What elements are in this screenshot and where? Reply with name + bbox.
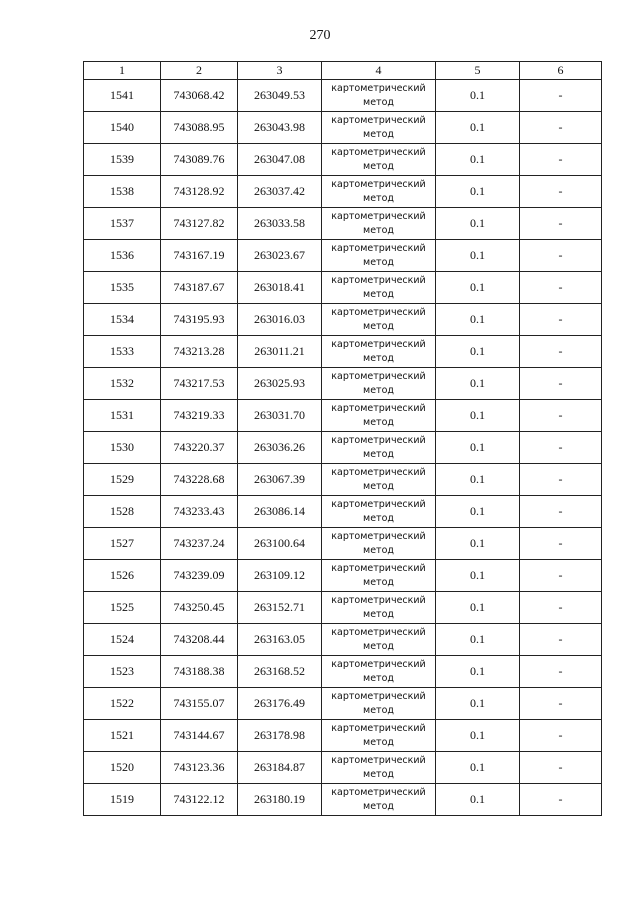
method-cell [322, 272, 436, 304]
accuracy-cell: 0.1 [436, 720, 520, 752]
point-id-cell: 1521 [84, 720, 161, 752]
table-row [84, 304, 602, 336]
method-line-2: метод [363, 672, 394, 684]
y-coordinate-cell: 263168.52 [238, 656, 322, 688]
accuracy-cell: 0.1 [436, 592, 520, 624]
note-cell: - [520, 752, 602, 784]
point-id-cell: 1541 [84, 80, 161, 112]
method-line-1: картометрический [331, 786, 426, 798]
accuracy-cell: 0.1 [436, 272, 520, 304]
note-cell: - [520, 176, 602, 208]
x-coordinate-cell: 743188.38 [161, 656, 238, 688]
note-cell: - [520, 496, 602, 528]
note-cell: - [520, 592, 602, 624]
note-cell: - [520, 336, 602, 368]
accuracy-cell: 0.1 [436, 336, 520, 368]
method-line-1: картометрический [331, 498, 426, 510]
method-cell [322, 592, 436, 624]
x-coordinate-cell: 743187.67 [161, 272, 238, 304]
method-cell [322, 784, 436, 816]
method-line-1: картометрический [331, 754, 426, 766]
point-id-cell: 1532 [84, 368, 161, 400]
note-cell: - [520, 304, 602, 336]
point-id-cell: 1540 [84, 112, 161, 144]
method-line-2: метод [363, 768, 394, 780]
method-line-1: картометрический [331, 146, 426, 158]
accuracy-cell: 0.1 [436, 560, 520, 592]
method-cell [322, 208, 436, 240]
y-coordinate-cell: 263023.67 [238, 240, 322, 272]
table-row [84, 272, 602, 304]
accuracy-cell: 0.1 [436, 432, 520, 464]
accuracy-cell: 0.1 [436, 656, 520, 688]
accuracy-cell: 0.1 [436, 688, 520, 720]
method-line-1: картометрический [331, 178, 426, 190]
table-row [84, 464, 602, 496]
y-coordinate-cell: 263025.93 [238, 368, 322, 400]
x-coordinate-cell: 743123.36 [161, 752, 238, 784]
note-cell: - [520, 528, 602, 560]
col-header-3: 3 [238, 62, 322, 80]
table-row [84, 560, 602, 592]
point-id-cell: 1533 [84, 336, 161, 368]
table-row [84, 752, 602, 784]
method-line-2: метод [363, 288, 394, 300]
method-cell [322, 176, 436, 208]
note-cell: - [520, 464, 602, 496]
method-cell [322, 336, 436, 368]
method-line-1: картометрический [331, 466, 426, 478]
table-row [84, 496, 602, 528]
x-coordinate-cell: 743239.09 [161, 560, 238, 592]
method-cell [322, 688, 436, 720]
note-cell: - [520, 720, 602, 752]
y-coordinate-cell: 263152.71 [238, 592, 322, 624]
x-coordinate-cell: 743237.24 [161, 528, 238, 560]
x-coordinate-cell: 743089.76 [161, 144, 238, 176]
table-row [84, 624, 602, 656]
table-row [84, 336, 602, 368]
col-header-5: 5 [436, 62, 520, 80]
accuracy-cell: 0.1 [436, 208, 520, 240]
method-line-1: картометрический [331, 306, 426, 318]
col-header-2: 2 [161, 62, 238, 80]
method-line-2: метод [363, 608, 394, 620]
y-coordinate-cell: 263031.70 [238, 400, 322, 432]
note-cell: - [520, 432, 602, 464]
x-coordinate-cell: 743213.28 [161, 336, 238, 368]
y-coordinate-cell: 263043.98 [238, 112, 322, 144]
table-row [84, 432, 602, 464]
method-line-1: картометрический [331, 530, 426, 542]
y-coordinate-cell: 263011.21 [238, 336, 322, 368]
method-line-1: картометрический [331, 626, 426, 638]
point-id-cell: 1526 [84, 560, 161, 592]
x-coordinate-cell: 743122.12 [161, 784, 238, 816]
method-cell [322, 560, 436, 592]
method-cell [322, 720, 436, 752]
table-row [84, 240, 602, 272]
method-line-1: картометрический [331, 402, 426, 414]
point-id-cell: 1535 [84, 272, 161, 304]
note-cell: - [520, 80, 602, 112]
y-coordinate-cell: 263018.41 [238, 272, 322, 304]
note-cell: - [520, 208, 602, 240]
x-coordinate-cell: 743228.68 [161, 464, 238, 496]
note-cell: - [520, 368, 602, 400]
accuracy-cell: 0.1 [436, 784, 520, 816]
table-row [84, 688, 602, 720]
y-coordinate-cell: 263067.39 [238, 464, 322, 496]
table-row [84, 112, 602, 144]
method-cell [322, 304, 436, 336]
note-cell: - [520, 624, 602, 656]
method-line-2: метод [363, 224, 394, 236]
point-id-cell: 1537 [84, 208, 161, 240]
accuracy-cell: 0.1 [436, 304, 520, 336]
x-coordinate-cell: 743167.19 [161, 240, 238, 272]
point-id-cell: 1520 [84, 752, 161, 784]
table-row [84, 208, 602, 240]
method-line-2: метод [363, 480, 394, 492]
table-row [84, 784, 602, 816]
point-id-cell: 1534 [84, 304, 161, 336]
x-coordinate-cell: 743128.92 [161, 176, 238, 208]
method-line-1: картометрический [331, 690, 426, 702]
x-coordinate-cell: 743155.07 [161, 688, 238, 720]
x-coordinate-cell: 743127.82 [161, 208, 238, 240]
y-coordinate-cell: 263086.14 [238, 496, 322, 528]
note-cell: - [520, 656, 602, 688]
method-line-1: картометрический [331, 338, 426, 350]
note-cell: - [520, 272, 602, 304]
method-line-1: картометрический [331, 114, 426, 126]
method-line-1: картометрический [331, 434, 426, 446]
accuracy-cell: 0.1 [436, 112, 520, 144]
method-line-2: метод [363, 736, 394, 748]
x-coordinate-cell: 743208.44 [161, 624, 238, 656]
method-cell [322, 624, 436, 656]
accuracy-cell: 0.1 [436, 240, 520, 272]
y-coordinate-cell: 263016.03 [238, 304, 322, 336]
x-coordinate-cell: 743233.43 [161, 496, 238, 528]
point-id-cell: 1539 [84, 144, 161, 176]
method-line-1: картометрический [331, 274, 426, 286]
x-coordinate-cell: 743220.37 [161, 432, 238, 464]
x-coordinate-cell: 743219.33 [161, 400, 238, 432]
y-coordinate-cell: 263176.49 [238, 688, 322, 720]
y-coordinate-cell: 263109.12 [238, 560, 322, 592]
x-coordinate-cell: 743250.45 [161, 592, 238, 624]
method-cell [322, 496, 436, 528]
method-cell [322, 656, 436, 688]
x-coordinate-cell: 743144.67 [161, 720, 238, 752]
method-line-2: метод [363, 800, 394, 812]
y-coordinate-cell: 263100.64 [238, 528, 322, 560]
accuracy-cell: 0.1 [436, 400, 520, 432]
table-row [84, 144, 602, 176]
note-cell: - [520, 560, 602, 592]
method-cell [322, 144, 436, 176]
table-row [84, 720, 602, 752]
method-line-1: картометрический [331, 594, 426, 606]
col-header-4: 4 [322, 62, 436, 80]
col-header-1: 1 [84, 62, 161, 80]
method-line-1: картометрический [331, 658, 426, 670]
y-coordinate-cell: 263180.19 [238, 784, 322, 816]
point-id-cell: 1538 [84, 176, 161, 208]
col-header-6: 6 [520, 62, 602, 80]
method-cell [322, 80, 436, 112]
method-line-2: метод [363, 352, 394, 364]
method-line-2: метод [363, 192, 394, 204]
point-id-cell: 1530 [84, 432, 161, 464]
point-id-cell: 1529 [84, 464, 161, 496]
y-coordinate-cell: 263033.58 [238, 208, 322, 240]
method-line-2: метод [363, 160, 394, 172]
accuracy-cell: 0.1 [436, 368, 520, 400]
method-line-1: картометрический [331, 562, 426, 574]
y-coordinate-cell: 263047.08 [238, 144, 322, 176]
x-coordinate-cell: 743068.42 [161, 80, 238, 112]
point-id-cell: 1536 [84, 240, 161, 272]
accuracy-cell: 0.1 [436, 176, 520, 208]
table-row [84, 80, 602, 112]
note-cell: - [520, 688, 602, 720]
method-line-2: метод [363, 512, 394, 524]
accuracy-cell: 0.1 [436, 528, 520, 560]
method-cell [322, 112, 436, 144]
y-coordinate-cell: 263049.53 [238, 80, 322, 112]
method-line-2: метод [363, 384, 394, 396]
page-number: 270 [309, 28, 331, 43]
method-cell [322, 240, 436, 272]
method-line-2: метод [363, 320, 394, 332]
y-coordinate-cell: 263178.98 [238, 720, 322, 752]
accuracy-cell: 0.1 [436, 624, 520, 656]
method-line-2: метод [363, 416, 394, 428]
y-coordinate-cell: 263037.42 [238, 176, 322, 208]
method-line-2: метод [363, 128, 394, 140]
method-line-1: картометрический [331, 210, 426, 222]
method-line-2: метод [363, 544, 394, 556]
method-line-2: метод [363, 704, 394, 716]
method-line-1: картометрический [331, 242, 426, 254]
y-coordinate-cell: 263036.26 [238, 432, 322, 464]
point-id-cell: 1524 [84, 624, 161, 656]
method-line-2: метод [363, 576, 394, 588]
table-body [84, 80, 602, 816]
method-cell [322, 400, 436, 432]
method-line-1: картометрический [331, 82, 426, 94]
method-line-2: метод [363, 640, 394, 652]
point-id-cell: 1527 [84, 528, 161, 560]
point-id-cell: 1525 [84, 592, 161, 624]
x-coordinate-cell: 743195.93 [161, 304, 238, 336]
method-line-1: картометрический [331, 722, 426, 734]
method-line-2: метод [363, 448, 394, 460]
accuracy-cell: 0.1 [436, 496, 520, 528]
x-coordinate-cell: 743088.95 [161, 112, 238, 144]
method-line-1: картометрический [331, 370, 426, 382]
table-row [84, 368, 602, 400]
method-cell [322, 528, 436, 560]
point-id-cell: 1519 [84, 784, 161, 816]
accuracy-cell: 0.1 [436, 144, 520, 176]
table-row [84, 656, 602, 688]
note-cell: - [520, 400, 602, 432]
note-cell: - [520, 112, 602, 144]
table-row [84, 528, 602, 560]
method-cell [322, 752, 436, 784]
method-line-2: метод [363, 96, 394, 108]
note-cell: - [520, 240, 602, 272]
accuracy-cell: 0.1 [436, 752, 520, 784]
header-row [84, 62, 602, 80]
y-coordinate-cell: 263163.05 [238, 624, 322, 656]
table-row [84, 400, 602, 432]
method-line-2: метод [363, 256, 394, 268]
accuracy-cell: 0.1 [436, 80, 520, 112]
method-cell [322, 368, 436, 400]
coordinates-table [83, 61, 602, 816]
x-coordinate-cell: 743217.53 [161, 368, 238, 400]
point-id-cell: 1531 [84, 400, 161, 432]
table-row [84, 592, 602, 624]
method-cell [322, 464, 436, 496]
method-cell [322, 432, 436, 464]
note-cell: - [520, 784, 602, 816]
note-cell: - [520, 144, 602, 176]
point-id-cell: 1522 [84, 688, 161, 720]
point-id-cell: 1523 [84, 656, 161, 688]
table-row [84, 176, 602, 208]
y-coordinate-cell: 263184.87 [238, 752, 322, 784]
accuracy-cell: 0.1 [436, 464, 520, 496]
point-id-cell: 1528 [84, 496, 161, 528]
